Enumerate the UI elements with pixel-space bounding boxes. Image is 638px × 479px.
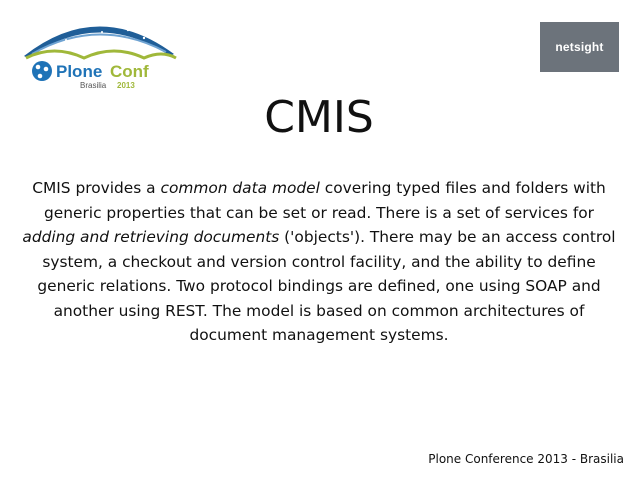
green-arches (26, 51, 176, 58)
netsight-wordmark: netsight (555, 40, 604, 54)
year-label: 2013 (117, 81, 135, 88)
slide-footer: Plone Conference 2013 - Brasilia (428, 452, 624, 466)
plone-icon (32, 61, 52, 81)
conf-wordmark: Conf (110, 62, 149, 81)
body-text-3: ('objects'). There may be an access control system, a checkout and version control facility, and the ability to define generic relations. Two protocol bindings are defined, one using SOAP and another using REST. The model is based on common architectures of document management systems. (37, 228, 616, 344)
plone-wordmark: Plone (56, 62, 103, 81)
plone-conf-logo-graphic (14, 6, 182, 88)
slide-body (20, 176, 618, 348)
body-emphasis-1: common data model (160, 179, 320, 197)
body-text-1: CMIS provides a (32, 179, 161, 197)
plone-conf-logo (14, 6, 182, 88)
body-text-2: covering typed files and folders with generic properties that can be set or read. There is a set of services for (44, 179, 606, 222)
body-emphasis-2: adding and retrieving documents (22, 228, 280, 246)
netsight-logo (540, 22, 619, 72)
slide-title: CMIS (264, 92, 374, 143)
location-label: Brasilia (80, 81, 107, 88)
